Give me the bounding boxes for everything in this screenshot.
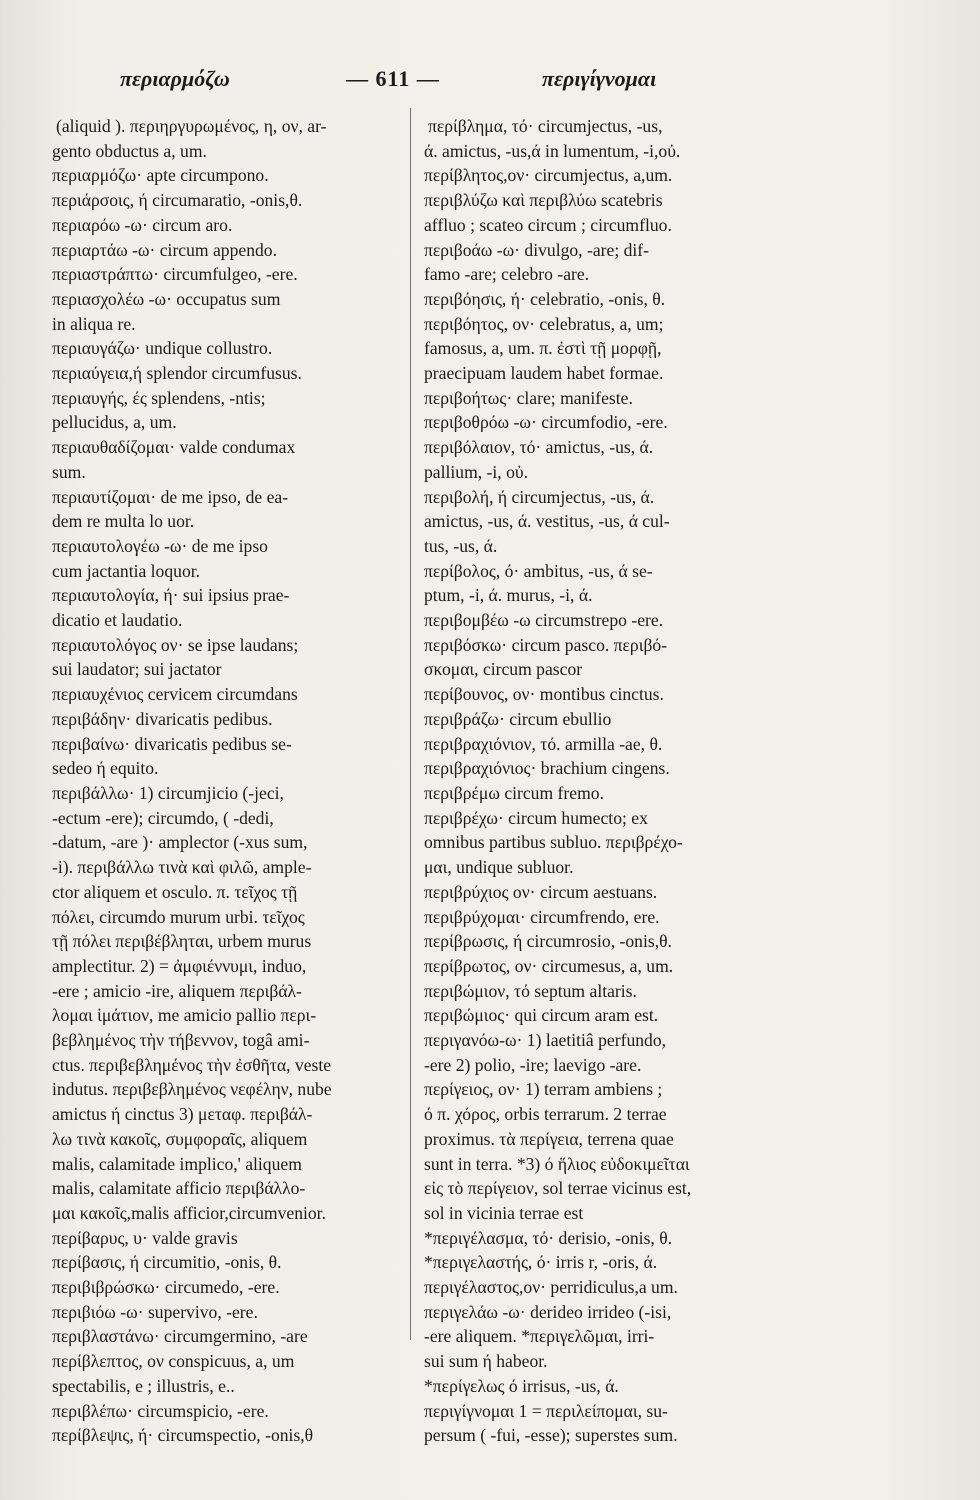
dictionary-line: περιβλέπω· circumspicio, -ere. — [52, 1400, 269, 1421]
dictionary-line: -ere 2) polio, -ire; laevigo -are. — [424, 1054, 642, 1075]
dictionary-line: tus, -us, ά. — [424, 535, 498, 556]
dictionary-line: περιβράζω· circum ebullio — [424, 708, 612, 729]
dictionary-line: famo -are; celebro -are. — [424, 264, 590, 285]
dictionary-line: λομαι ἱμάτιον, me amicio pallio περι- — [52, 1005, 317, 1026]
dictionary-line: -i). περιβάλλω τινὰ καὶ φιλῶ, ample- — [52, 857, 312, 878]
dictionary-line: περιβλύζω καὶ περιβλύω scatebris — [424, 190, 663, 211]
dictionary-line: περιγίγνομαι 1 = περιλείπομαι, su- — [424, 1400, 668, 1421]
dictionary-line: περιαρόω -ω· circum aro. — [52, 214, 233, 235]
dictionary-line: in aliqua re. — [52, 313, 136, 334]
dictionary-line: περιβόσκω· circum pasco. περιβό- — [424, 634, 668, 655]
dictionary-line: sum. — [52, 461, 86, 482]
dictionary-line: persum ( -fui, -esse); superstes sum. — [424, 1425, 678, 1446]
dictionary-line: περιβιβρώσκω· circumedo, -ere. — [52, 1277, 280, 1298]
dictionary-line: περιαρτάω -ω· circum appendo. — [52, 239, 277, 260]
dictionary-line: περιβιόω -ω· supervivo, -ere. — [52, 1301, 258, 1322]
dictionary-line: περίβλητος,ον· circumjectus, a,um. — [424, 165, 673, 186]
dictionary-line: μαι κακοῖς,malis afficior,circumvenior. — [52, 1202, 326, 1223]
dictionary-line: περιβρέμω circum fremo. — [424, 782, 604, 803]
dictionary-line: λω τινὰ κακοῖς, συμφοραῖς, aliquem — [52, 1128, 308, 1149]
dictionary-line: *περίγελως ό irrisus, -us, ά. — [424, 1375, 619, 1396]
dictionary-line: πόλει, circumdo murum urbi. τεῖχος — [52, 906, 305, 927]
dictionary-line: ό π. χόρος, orbis terrarum. 2 terrae — [424, 1104, 667, 1125]
dictionary-line: μαι, undique subluor. — [424, 857, 574, 878]
dictionary-line: περιαυθαδίζομαι· valde condumax — [52, 437, 296, 458]
left-column — [52, 114, 406, 1448]
dictionary-line: ctor aliquem et osculo. π. τεῖχος τῇ — [52, 881, 298, 902]
dictionary-line: amictus ή cinctus 3) μεταφ. περιβάλ- — [52, 1104, 313, 1125]
dictionary-line: περιβαίνω· divaricatis pedibus se- — [52, 733, 292, 754]
dictionary-line: malis, calamitade implico,' aliquem — [52, 1153, 302, 1174]
dictionary-line: περιγέλαστος,ον· perridiculus,a um. — [424, 1277, 678, 1298]
page-header — [110, 66, 790, 100]
dictionary-line: dem re multa lo uor. — [52, 511, 195, 532]
dictionary-line: περιβρύχιος ον· circum aestuans. — [424, 881, 658, 902]
dictionary-line: περιάρσοις, ή circumaratio, -onis,θ. — [52, 190, 303, 211]
dictionary-line: περιβοθρόω -ω· circumfodio, -ere. — [424, 412, 668, 433]
dictionary-line: περίβλεπτος, ον conspicuus, a, um — [52, 1351, 295, 1372]
dictionary-line: περιαυτολογία, ή· sui ipsius prae- — [52, 585, 290, 606]
dictionary-line: -ere ; amicio -ire, aliquem περιβάλ- — [52, 980, 302, 1001]
dictionary-line: περιβόησις, ή· celebratio, -onis, θ. — [424, 288, 666, 309]
dictionary-line: περιβομβέω -ω circumstrepo -ere. — [424, 610, 664, 631]
dictionary-line: indutus. περιβεβλημένος νεφέλην, nube — [52, 1079, 332, 1100]
dictionary-line: περιβάλλω· 1) circumjicio (-jeci, — [52, 782, 284, 803]
dictionary-line: περιβλαστάνω· circumgermino, -are — [52, 1326, 308, 1347]
dictionary-line: περίβρωσις, ή circumrosio, -onis,θ. — [424, 931, 672, 952]
dictionary-line: amictus, -us, ά. vestitus, -us, ά cul- — [424, 511, 670, 532]
dictionary-line: sedeo ή equito. — [52, 758, 159, 779]
dictionary-line: περιαρμόζω· apte circumpono. — [52, 165, 269, 186]
dictionary-line: *περιγελαστής, ό· irris r, -oris, ά. — [424, 1252, 658, 1273]
dictionary-line: περίβλημα, τό· circumjectus, -us, — [428, 116, 663, 136]
dictionary-line: -ere aliquem. *περιγελῶμαι, irri- — [424, 1326, 655, 1347]
dictionary-line: περιβόλαιον, τό· amictus, -us, ά. — [424, 437, 654, 458]
dictionary-line: περιαύγεια,ή splendor circumfusus. — [52, 363, 302, 384]
dictionary-line: gento obductus a, um. — [52, 140, 207, 161]
dictionary-line: (aliquid ). περιηργυρωμένος, η, ον, ar- — [56, 116, 327, 136]
dictionary-line: ά. amictus, -us,ά in lumentum, -i,οὐ. — [424, 140, 681, 161]
dictionary-line: pallium, -i, οὐ. — [424, 461, 528, 482]
dictionary-line: omnibus partibus subluo. περιβρέχο- — [424, 832, 683, 853]
dictionary-line: εἰς τὸ περίγειον, sol terrae vicinus est, — [424, 1178, 692, 1199]
dictionary-line: cum jactantia loquor. — [52, 560, 201, 581]
right-column — [424, 114, 794, 1448]
dictionary-line: περίβολος, ό· ambitus, -us, ά se- — [424, 560, 653, 581]
dictionary-line: malis, calamitate afficio περιβάλλο- — [52, 1178, 306, 1199]
dictionary-line: sunt in terra. *3) ό ἥλιος εὐδοκιμεῖται — [424, 1153, 690, 1174]
right-running-headword: περιγίγνομαι — [542, 66, 657, 91]
dictionary-line: περιβολή, ή circumjectus, -us, ά. — [424, 486, 655, 507]
dictionary-line: περιβρέχω· circum humecto; ex — [424, 807, 648, 828]
column-divider — [410, 108, 411, 1340]
dictionary-line: περιβώμιος· qui circum aram est. — [424, 1005, 659, 1026]
dictionary-line: dicatio et laudatio. — [52, 610, 183, 631]
dictionary-line: περίβρωτος, ον· circumesus, a, um. — [424, 955, 674, 976]
dictionary-line: περιαυτίζομαι· de me ipso, de ea- — [52, 486, 289, 507]
dictionary-line: spectabilis, e ; illustris, e.. — [52, 1375, 235, 1396]
left-running-headword: περιαρμόζω — [120, 66, 230, 91]
dictionary-line: περιαστράπτω· circumfulgeo, -ere. — [52, 264, 298, 285]
dictionary-line: -ectum -ere); circumdo, ( -dedi, — [52, 807, 274, 828]
dictionary-line: sol in vicinia terrae est — [424, 1202, 584, 1223]
dictionary-line: ctus. περιβεβλημένος τὴν ἐσθῆτα, veste — [52, 1054, 332, 1075]
dictionary-line: περιβάδην· divaricatis pedibus. — [52, 708, 273, 729]
dictionary-line: pellucidus, a, um. — [52, 412, 177, 433]
dictionary-line: -datum, -are )· amplector (-xus sum, — [52, 832, 308, 853]
dictionary-line: affluo ; scateo circum ; circumfluo. — [424, 214, 672, 235]
dictionary-line: περιβόητος, ον· celebratus, a, um; — [424, 313, 664, 334]
dictionary-line: περιβώμιον, τό septum altaris. — [424, 980, 637, 1001]
dictionary-line: περιαυγής, ές splendens, -ntis; — [52, 387, 266, 408]
dictionary-line: περίβαρυς, υ· valde gravis — [52, 1227, 238, 1248]
dictionary-line: sui sum ή habeor. — [424, 1351, 548, 1372]
dictionary-line: περίβουνος, ον· montibus cinctus. — [424, 684, 664, 705]
dictionary-line: περιβραχιόνιος· brachium cingens. — [424, 758, 670, 779]
page-number: — 611 — — [346, 66, 440, 91]
dictionary-line: amplectitur. 2) = ἀμφιέννυμι, induo, — [52, 955, 307, 976]
dictionary-line: περίγειος, ον· 1) terram ambiens ; — [424, 1079, 663, 1100]
dictionary-line: περιαυτολογέω -ω· de me ipso — [52, 535, 268, 556]
dictionary-line: περιβραχιόνιον, τό. armilla -ae, θ. — [424, 733, 663, 754]
dictionary-line: σκομαι, circum pascor — [424, 659, 583, 680]
dictionary-line: περίβλεψις, ή· circumspectio, -onis,θ — [52, 1425, 314, 1446]
dictionary-line: *περιγέλασμα, τό· derisio, -onis, θ. — [424, 1227, 673, 1248]
dictionary-line: τῇ πόλει περιβέβληται, urbem murus — [52, 931, 312, 952]
dictionary-line: περιγελάω -ω· derideo irrideo (-isi, — [424, 1301, 672, 1322]
dictionary-line: περιγανόω-ω· 1) laetitiâ perfundo, — [424, 1030, 667, 1051]
dictionary-line: ptum, -i, ά. murus, -i, ά. — [424, 585, 593, 606]
dictionary-line: sui laudator; sui jactator — [52, 659, 222, 680]
dictionary-line: περιβρύχομαι· circumfrendo, ere. — [424, 906, 660, 927]
dictionary-line: περιασχολέω -ω· occupatus sum — [52, 288, 281, 309]
dictionary-line: βεβλημένος τὴν τήβεννον, togâ ami- — [52, 1030, 310, 1051]
dictionary-line: περίβασις, ή circumitio, -onis, θ. — [52, 1252, 282, 1273]
dictionary-line: περιβοάω -ω· divulgo, -are; dif- — [424, 239, 650, 260]
dictionary-line: περιαυγάζω· undique collustro. — [52, 338, 273, 359]
dictionary-line: famosus, a, um. π. ἐστὶ τῇ μορφῇ, — [424, 338, 662, 359]
dictionary-line: περιβοήτως· clare; manifeste. — [424, 387, 633, 408]
dictionary-line: περιαυτολόγος ον· se ipse laudans; — [52, 634, 299, 655]
dictionary-line: proximus. τὰ περίγεια, terrena quae — [424, 1128, 674, 1149]
dictionary-line: περιαυχένιος cervicem circumdans — [52, 684, 298, 705]
dictionary-line: praecipuam laudem habet formae. — [424, 363, 664, 384]
